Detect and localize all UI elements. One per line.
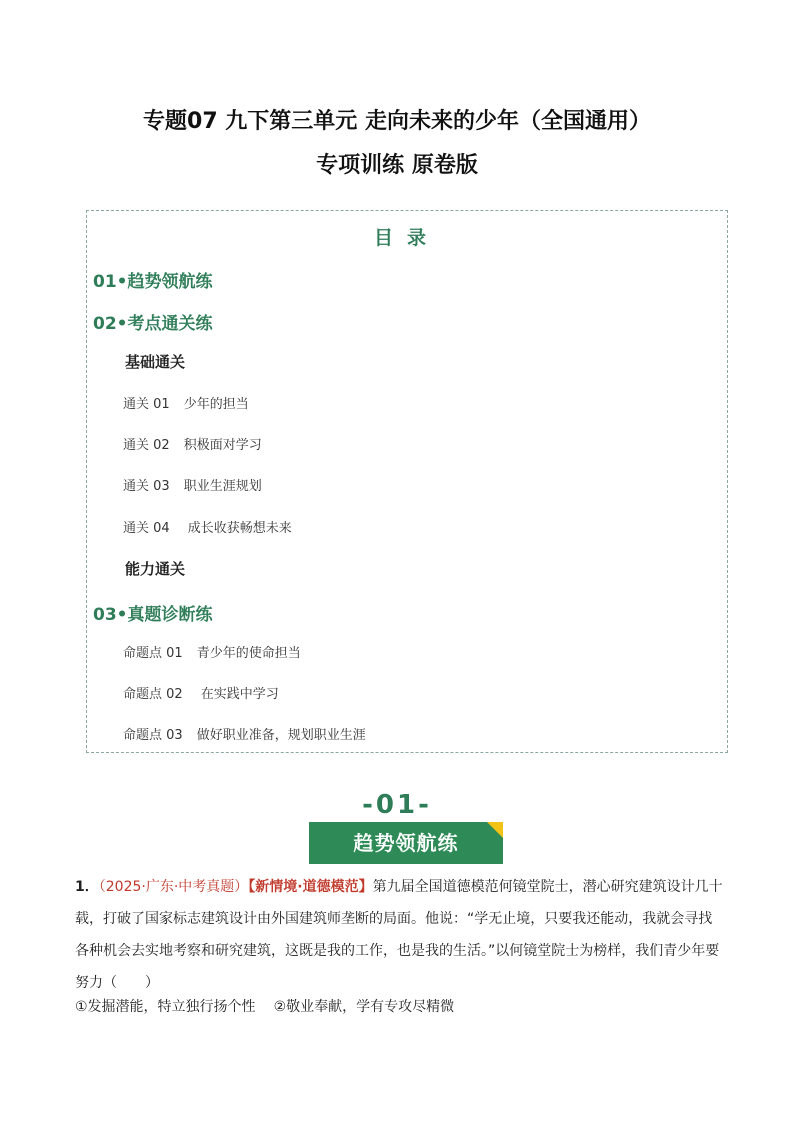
- toc-item-code: 命题点 02: [123, 687, 183, 702]
- table-of-contents: [86, 210, 728, 753]
- toc-section-01[interactable]: 01•趋势领航练: [93, 272, 213, 292]
- toc-item[interactable]: [123, 517, 292, 536]
- toc-heading: 目录: [373, 227, 440, 249]
- document-title: 专题07 九下第三单元 走向未来的少年（全国通用）: [143, 109, 651, 134]
- question-options: [75, 996, 472, 1016]
- toc-item-name: 成长收获畅想未来: [187, 521, 292, 536]
- toc-sub-ability[interactable]: 能力通关: [125, 560, 186, 578]
- question-text: 第九届全国道德模范何镜堂院士，潜心研究建筑设计几十载，打破了国家标志建筑设计由外国建筑师垄断的局面。他说：“学无止境，只要我还能动，我就会寻找各种机会去实地考察和研究建筑，这既是我的工作，也是我的生活。”以何镜堂院士为榜样，我们青少年要努力（ ）: [75, 879, 723, 991]
- toc-item-name: 职业生涯规划: [183, 479, 262, 494]
- toc-item[interactable]: [123, 475, 262, 494]
- option-2: ②敬业奉献，学有专攻尽精微: [273, 999, 455, 1015]
- document-subtitle: 专项训练 原卷版: [316, 153, 478, 178]
- toc-item-code: 通关 01: [123, 397, 170, 412]
- section-banner-label: 趋势领航练: [353, 831, 459, 855]
- toc-item-name: 少年的担当: [183, 397, 249, 412]
- toc-item-name: 做好职业准备，规划职业生涯: [196, 728, 366, 743]
- toc-item-code: 通关 03: [123, 479, 170, 494]
- toc-item-name: 积极面对学习: [183, 438, 262, 453]
- corner-triangle-icon: [487, 822, 503, 838]
- toc-item-code: 通关 04: [123, 521, 170, 536]
- toc-item[interactable]: [123, 724, 366, 743]
- section-number: -01-: [362, 790, 432, 820]
- toc-item-code: 命题点 01: [123, 646, 183, 661]
- toc-item-name: 在实践中学习: [200, 687, 279, 702]
- question-number: 1．: [75, 879, 99, 895]
- toc-item-name: 青少年的使命担当: [196, 646, 301, 661]
- question-source: （2025·广东·中考真题）: [98, 879, 249, 895]
- toc-item[interactable]: [123, 434, 262, 453]
- toc-section-02[interactable]: 02•考点通关练: [93, 314, 213, 334]
- toc-item[interactable]: [123, 683, 279, 702]
- question-tag: 【新情境·道德模范】: [248, 879, 373, 895]
- option-1: ①发掘潜能，特立独行扬个性: [75, 999, 256, 1015]
- toc-item-code: 通关 02: [123, 438, 170, 453]
- toc-section-03[interactable]: 03•真题诊断练: [93, 605, 213, 625]
- section-banner: [309, 822, 503, 864]
- toc-sub-basic[interactable]: 基础通关: [125, 353, 186, 371]
- toc-item[interactable]: [123, 642, 301, 661]
- toc-item-code: 命题点 03: [123, 728, 183, 743]
- question-1: [75, 871, 725, 999]
- toc-item[interactable]: [123, 393, 249, 412]
